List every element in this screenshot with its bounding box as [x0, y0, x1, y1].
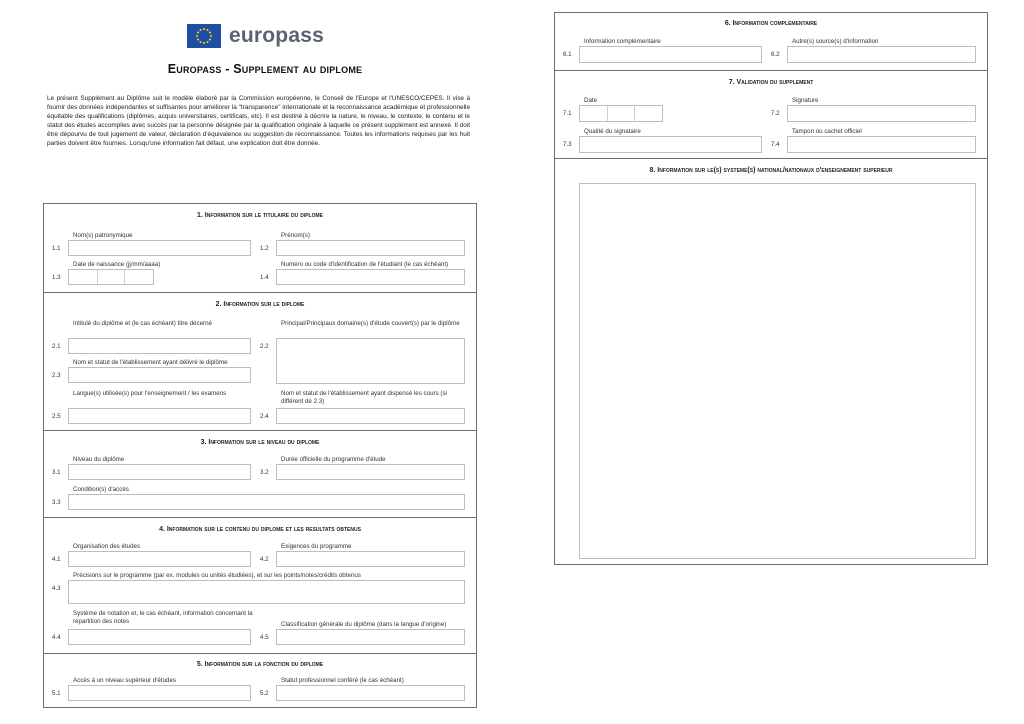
- field-3-3-input[interactable]: [68, 494, 465, 510]
- field-7-2-number: 7.2: [771, 110, 780, 117]
- field-3-2-input[interactable]: [276, 464, 465, 480]
- field-1-3-label: Date de naissance (jj/mm/aaaa): [73, 261, 161, 268]
- field-8-textarea[interactable]: [579, 183, 976, 559]
- brand-name: europass: [229, 24, 324, 47]
- field-6-1-label: Information complémentaire: [584, 38, 661, 45]
- field-4-3-input[interactable]: [68, 580, 465, 604]
- section-5: [44, 653, 476, 706]
- section-2-title: 2. Information sur le diplome: [215, 301, 305, 308]
- field-5-2-input[interactable]: [276, 685, 465, 701]
- section-6-title: 6. Information complementaire: [724, 20, 818, 27]
- field-1-4-input[interactable]: [276, 269, 465, 285]
- field-7-1-number: 7.1: [563, 110, 572, 117]
- form-frame-left: [43, 203, 477, 708]
- field-2-4-number: 2.4: [260, 413, 269, 420]
- field-1-2-label: Prénom(s): [281, 232, 310, 239]
- field-7-4-label: Tampon ou cachet officiel: [792, 128, 862, 135]
- field-7-2-label: Signature: [792, 97, 819, 104]
- field-2-5-input[interactable]: [68, 408, 251, 424]
- intro-paragraph: Le présent Supplément au Diplôme suit le modèle élaboré par la Commission européenne, le Conseil de l'Europe et l'UNESCO/CEPES. Il vise à fournir des données indépendantes et suffisantes pour améliorer la "transparence" internationale et la reconnaissance académique et professionnelle équitable des qualifications (diplômes, acquis universitaires, certificats, etc). Il est destiné à décrire la nature, le niveau, le contexte, le contenu et le statut des études accomplies avec succès par la personne désignée par la qualification originale à laquelle ce présent supplément est annexé. Il doit être dépourvu de tout jugement de valeur, déclaration d'équivalence ou suggestion de reconnaissance. Toutes les informations requises par les huit parties doivent être fournies. Lorsqu'une information fait défaut, une explication doit être donnée.: [47, 95, 470, 148]
- europass-logo: [187, 24, 324, 48]
- field-1-4-number: 1.4: [260, 274, 269, 281]
- field-3-3-number: 3.3: [52, 499, 61, 506]
- section-7-title: 7. Validation du supplement: [728, 79, 814, 86]
- field-7-1-label: Date: [584, 97, 598, 104]
- section-8-title: 8. Information sur le(s) systeme(s) national/nationaux d'enseignement superieur: [649, 167, 893, 174]
- field-2-1-input[interactable]: [68, 338, 251, 354]
- field-2-3-input[interactable]: [68, 367, 251, 383]
- field-5-1-label: Accès à un niveau supérieur d'études: [73, 677, 176, 684]
- field-2-3-label: Nom et statut de l'établissement ayant délivré le diplôme: [73, 359, 228, 366]
- field-4-5-label: Classification générale du diplôme (dans la langue d'origine): [281, 621, 447, 628]
- section-1-title: 1. Information sur le titulaire du diplome: [196, 212, 324, 219]
- form-frame-right: [554, 12, 988, 565]
- field-7-4-number: 7.4: [771, 141, 780, 148]
- field-3-1-label: Niveau du diplôme: [73, 456, 125, 463]
- section-2: [44, 292, 476, 430]
- field-7-4-input[interactable]: [787, 136, 976, 153]
- field-3-2-number: 3.2: [260, 469, 269, 476]
- field-6-2-number: 6.2: [771, 51, 780, 58]
- section-4-title: 4. Information sur le contenu du diplome et les resultats obtenus: [159, 526, 361, 533]
- field-4-4-number: 4.4: [52, 634, 61, 641]
- field-2-2-number: 2.2: [260, 343, 269, 350]
- field-2-1-number: 2.1: [52, 343, 61, 350]
- field-3-1-number: 3.1: [52, 469, 61, 476]
- field-1-3-date-input[interactable]: [68, 269, 154, 285]
- field-3-2-label: Durée officielle du programme d'étude: [281, 456, 386, 463]
- field-2-5-number: 2.5: [52, 413, 61, 420]
- field-1-4-label: Numéro ou code d'identification de l'étudiant (le cas échéant): [281, 261, 449, 268]
- section-7: [555, 70, 987, 158]
- field-7-3-input[interactable]: [579, 136, 762, 153]
- document-title: Europass - Supplement au diplome: [167, 62, 363, 76]
- field-2-1-label: Intitulé du diplôme et (le cas échéant) titre décerné: [73, 320, 212, 327]
- field-3-3-label: Condition(s) d'accès: [73, 486, 129, 493]
- field-4-2-label: Exigences du programme: [281, 543, 352, 550]
- section-1: [44, 204, 476, 292]
- field-2-5-label: Langue(s) utilisée(s) pour l'enseignement / les examens: [73, 390, 227, 397]
- field-4-1-input[interactable]: [68, 551, 251, 567]
- field-4-4-label: Système de notation et, le cas échéant, information concernant la répartition des notes: [73, 610, 253, 626]
- section-4: [44, 517, 476, 653]
- field-4-2-number: 4.2: [260, 556, 269, 563]
- field-4-3-label: Précisions sur le programme (par ex. modules ou unités étudiées), et sur les points/notes/crédits obtenus: [73, 572, 361, 579]
- field-1-1-input[interactable]: [68, 240, 251, 256]
- field-1-2-number: 1.2: [260, 245, 269, 252]
- field-6-2-input[interactable]: [787, 46, 976, 63]
- field-5-1-input[interactable]: [68, 685, 251, 701]
- field-7-3-label: Qualité du signataire: [584, 128, 641, 135]
- field-5-2-label: Statut professionnel conféré (le cas échéant): [281, 677, 404, 684]
- field-4-4-input[interactable]: [68, 629, 251, 645]
- field-5-1-number: 5.1: [52, 690, 61, 697]
- field-4-1-number: 4.1: [52, 556, 61, 563]
- field-2-4-input[interactable]: [276, 408, 465, 424]
- field-2-3-number: 2.3: [52, 372, 61, 379]
- field-2-2-label: Principal/Principaux domaine(s) d'étude couvert(s) par le diplôme: [281, 320, 460, 327]
- section-5-title: 5. Information sur la fonction du diplome: [196, 661, 324, 668]
- field-7-1-date-input[interactable]: [579, 105, 663, 122]
- field-4-5-number: 4.5: [260, 634, 269, 641]
- field-3-1-input[interactable]: [68, 464, 251, 480]
- field-4-5-input[interactable]: [276, 629, 465, 645]
- field-6-2-label: Autre(s) source(s) d'information: [792, 38, 879, 45]
- section-6: [555, 13, 987, 70]
- field-7-3-number: 7.3: [563, 141, 572, 148]
- field-4-1-label: Organisation des études: [73, 543, 141, 550]
- field-5-2-number: 5.2: [260, 690, 269, 697]
- section-3: [44, 430, 476, 517]
- field-2-4-label: Nom et statut de l'établissement ayant dispensé les cours (si différent de 2.3): [281, 390, 447, 406]
- field-6-1-number: 6.1: [563, 51, 572, 58]
- field-4-3-number: 4.3: [52, 585, 61, 592]
- field-1-1-number: 1.1: [52, 245, 61, 252]
- eu-flag-icon: [187, 24, 221, 48]
- field-6-1-input[interactable]: [579, 46, 762, 63]
- section-3-title: 3. Information sur le niveau du diplome: [200, 439, 320, 446]
- field-2-2-input[interactable]: [276, 338, 465, 384]
- field-1-3-number: 1.3: [52, 274, 61, 281]
- field-7-2-input[interactable]: [787, 105, 976, 122]
- field-4-2-input[interactable]: [276, 551, 465, 567]
- field-1-2-input[interactable]: [276, 240, 465, 256]
- field-1-1-label: Nom(s) patronymique: [73, 232, 133, 239]
- section-8: [555, 158, 987, 563]
